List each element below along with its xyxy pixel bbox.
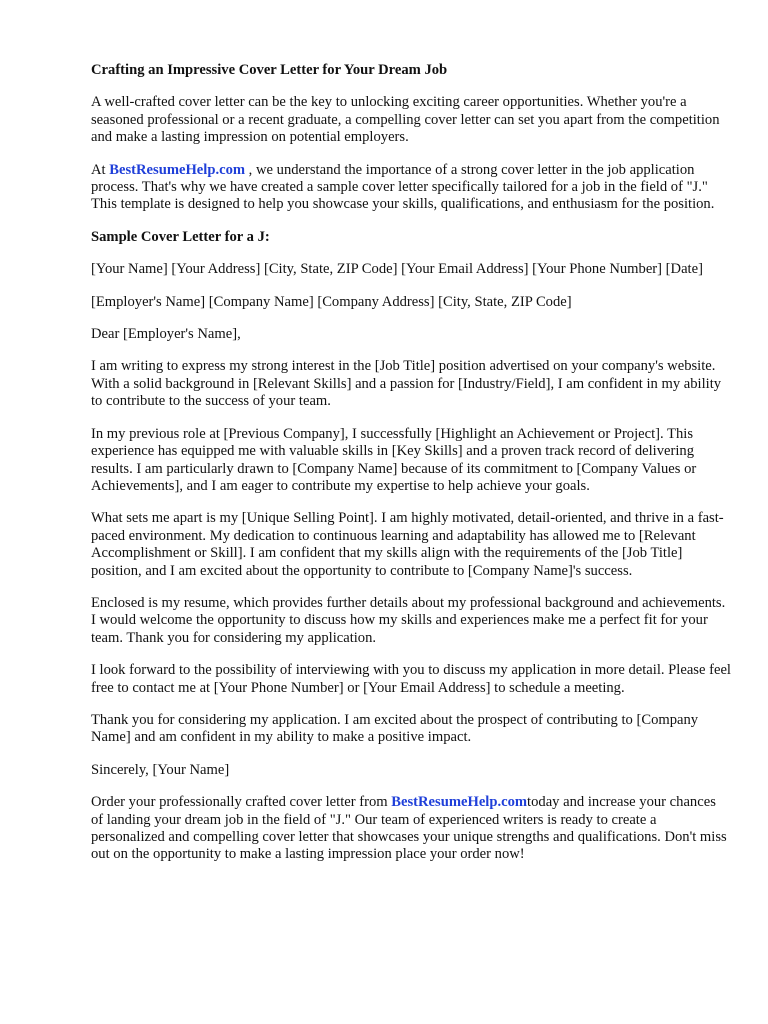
order-prefix: Order your professionally crafted cover letter from	[91, 794, 392, 811]
order-suffix: today and increase your chances of landing your dream job in the field of "J." Our team of experienced writers is ready to create a personalized and compelling cover letter that showcases your unique strengths and qualifications. Don't miss out on the opportunity to make a lasting impression place your order now!	[91, 794, 727, 863]
sender-block: [Your Name] [Your Address] [City, State, ZIP Code] [Your Email Address] [Your Phone Number] [Date]	[91, 261, 703, 278]
body-paragraph-3: What sets me apart is my [Unique Selling Point]. I am highly motivated, detail-oriented, and thrive in a fast-paced environment. My dedication to continuous learning and adaptability has allowed me to [Relevant Accomplishment or Skill]. I am confident that my skills align with the requirements of the [Job Title] position, and I am excited about the opportunity to contribute to [Company Name]'s success.	[91, 510, 724, 579]
body-paragraph-5: I look forward to the possibility of interviewing with you to discuss my application in more detail. Please feel free to contact me at [Your Phone Number] or [Your Email Address] to schedule a meeting.	[91, 662, 731, 696]
site-link[interactable]: BestResumeHelp.com	[109, 161, 246, 178]
order-paragraph	[91, 794, 731, 864]
intro-paragraph: A well-crafted cover letter can be the key to unlocking exciting career opportunities. Whether you're a seasoned professional or a recent graduate, a compelling cover letter can set you apart from the competition and make a lasting impression on potential employers.	[91, 94, 720, 146]
about-prefix: At	[91, 161, 110, 178]
salutation: Dear [Employer's Name],	[91, 326, 241, 343]
body-paragraph-4: Enclosed is my resume, which provides further details about my professional background and achievements. I would welcome the opportunity to discuss how my skills and experiences make me a perfect fit for your team. Thank you for considering my application.	[91, 594, 726, 646]
about-suffix: , we understand the importance of a strong cover letter in the job application process. That's why we have created a sample cover letter specifically tailored for a job in the field of "J." This template is designed to help you showcase your skills, qualifications, and enthusiasm for the position.	[91, 161, 715, 213]
document-title: Crafting an Impressive Cover Letter for Your Dream Job	[91, 62, 448, 78]
closing: Sincerely, [Your Name]	[91, 761, 230, 778]
body-paragraph-6: Thank you for considering my application. I am excited about the prospect of contributing to [Company Name] and am confident in my ability to make a positive impact.	[91, 711, 699, 746]
about-paragraph	[91, 162, 731, 214]
document-page	[91, 62, 731, 879]
body-paragraph-1: I am writing to express my strong interest in the [Job Title] position advertised on your company's website. With a solid background in [Relevant Skills] and a passion for [Industry/Field], I am confident in my ability to contribute to the success of your team.	[91, 358, 722, 410]
order-site-link[interactable]: BestResumeHelp.com	[391, 794, 528, 811]
sample-heading: Sample Cover Letter for a J:	[91, 228, 270, 245]
body-paragraph-2: In my previous role at [Previous Company], I successfully [Highlight an Achievement or Project]. This experience has equipped me with valuable skills in [Key Skills] and a proven track record of delivering results. I am particularly drawn to [Company Name] because of its commitment to [Company Values or Achievements], and I am eager to contribute my expertise to help achieve your goals.	[91, 425, 697, 494]
employer-block: [Employer's Name] [Company Name] [Company Address] [City, State, ZIP Code]	[91, 293, 572, 310]
